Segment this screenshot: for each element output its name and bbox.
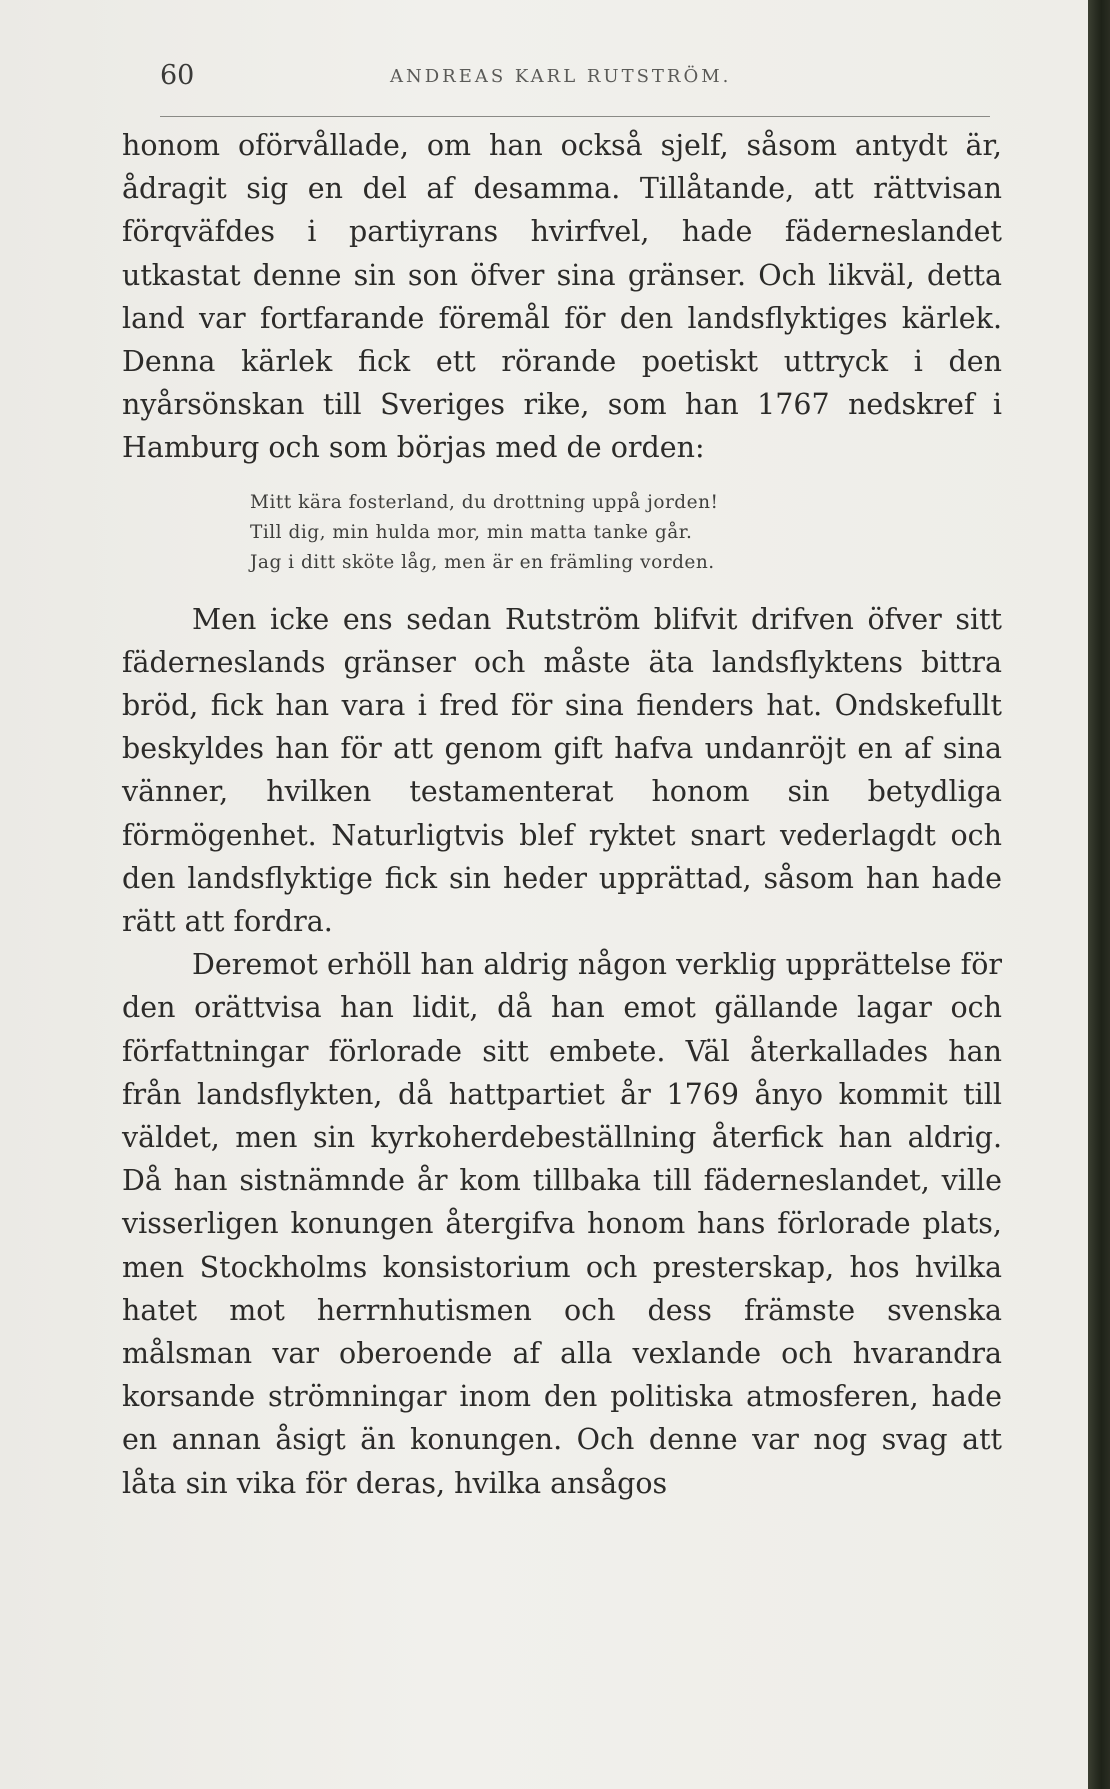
paragraph-1: honom oförvållade, om han också sjelf, såsom antydt är, ådragit sig en del af desamma. Tillåtande, att rättvisan förqväfdes i partiyrans hvirfvel, hade fäderneslandet utkastat denne sin son öfver sina gränser. Och likväl, detta land var fortfarande föremål för den landsflyktiges kärlek. Denna kärlek fick ett rörande poetiskt uttryck i den nyårsönskan till Sveriges rike, som han 1767 nedskref i Hamburg och som börjas med de orden: (122, 129, 1002, 465)
paragraph-2: Men icke ens sedan Rutström blifvit drifven öfver sitt fäderneslands gränser och måste äta landsflyktens bittra bröd, fick han vara i fred för sina fienders hat. Ondskefullt beskyldes han för att genom gift hafva undanröjt en af sina vänner, hvilken testamenterat honom sin betydliga förmögenhet. Naturligtvis blef ryktet snart vederlagdt och den landsflyktige fick sin heder upprättad, såsom han hade rätt att fordra. (122, 602, 1002, 939)
running-head (160, 60, 1000, 100)
poem-line: Till dig, min hulda mor, min matta tanke går. (250, 521, 693, 543)
page-number: 60 (160, 60, 195, 91)
paragraph-3: Deremot erhöll han aldrig någon verklig upprättelse för den orättvisa han lidit, då han emot gällande lagar och författningar förlorade sitt embete. Väl återkallades han från landsflykten, då hattpartiet år 1769 ånyo kommit till väldet, men sin kyrkoherdebeställning återfick han aldrig. Då han sistnämnde år kom tillbaka till fäderneslandet, ville visserligen konungen återgifva honom hans förlorade plats, men Stockholms konsistorium och presterskap, hos hvilka hatet mot herrnhutismen och dess främste svenska målsman var oberoende af alla vexlande och hvarandra korsande strömningar inom den politiska atmosferen, hade en annan åsigt än konungen. Och denne var nog svag att låta sin vika för deras, hvilka ansågos (122, 948, 1002, 1500)
poem-quote (250, 488, 1002, 578)
body-text (122, 124, 1002, 1505)
running-title: ANDREAS KARL RUTSTRÖM. (390, 66, 732, 87)
header-rule (160, 116, 990, 117)
book-spine-edge (1088, 0, 1110, 1789)
poem-line: Jag i ditt sköte låg, men är en främling vorden. (250, 551, 715, 573)
poem-line: Mitt kära fosterland, du drottning uppå jorden! (250, 491, 719, 513)
